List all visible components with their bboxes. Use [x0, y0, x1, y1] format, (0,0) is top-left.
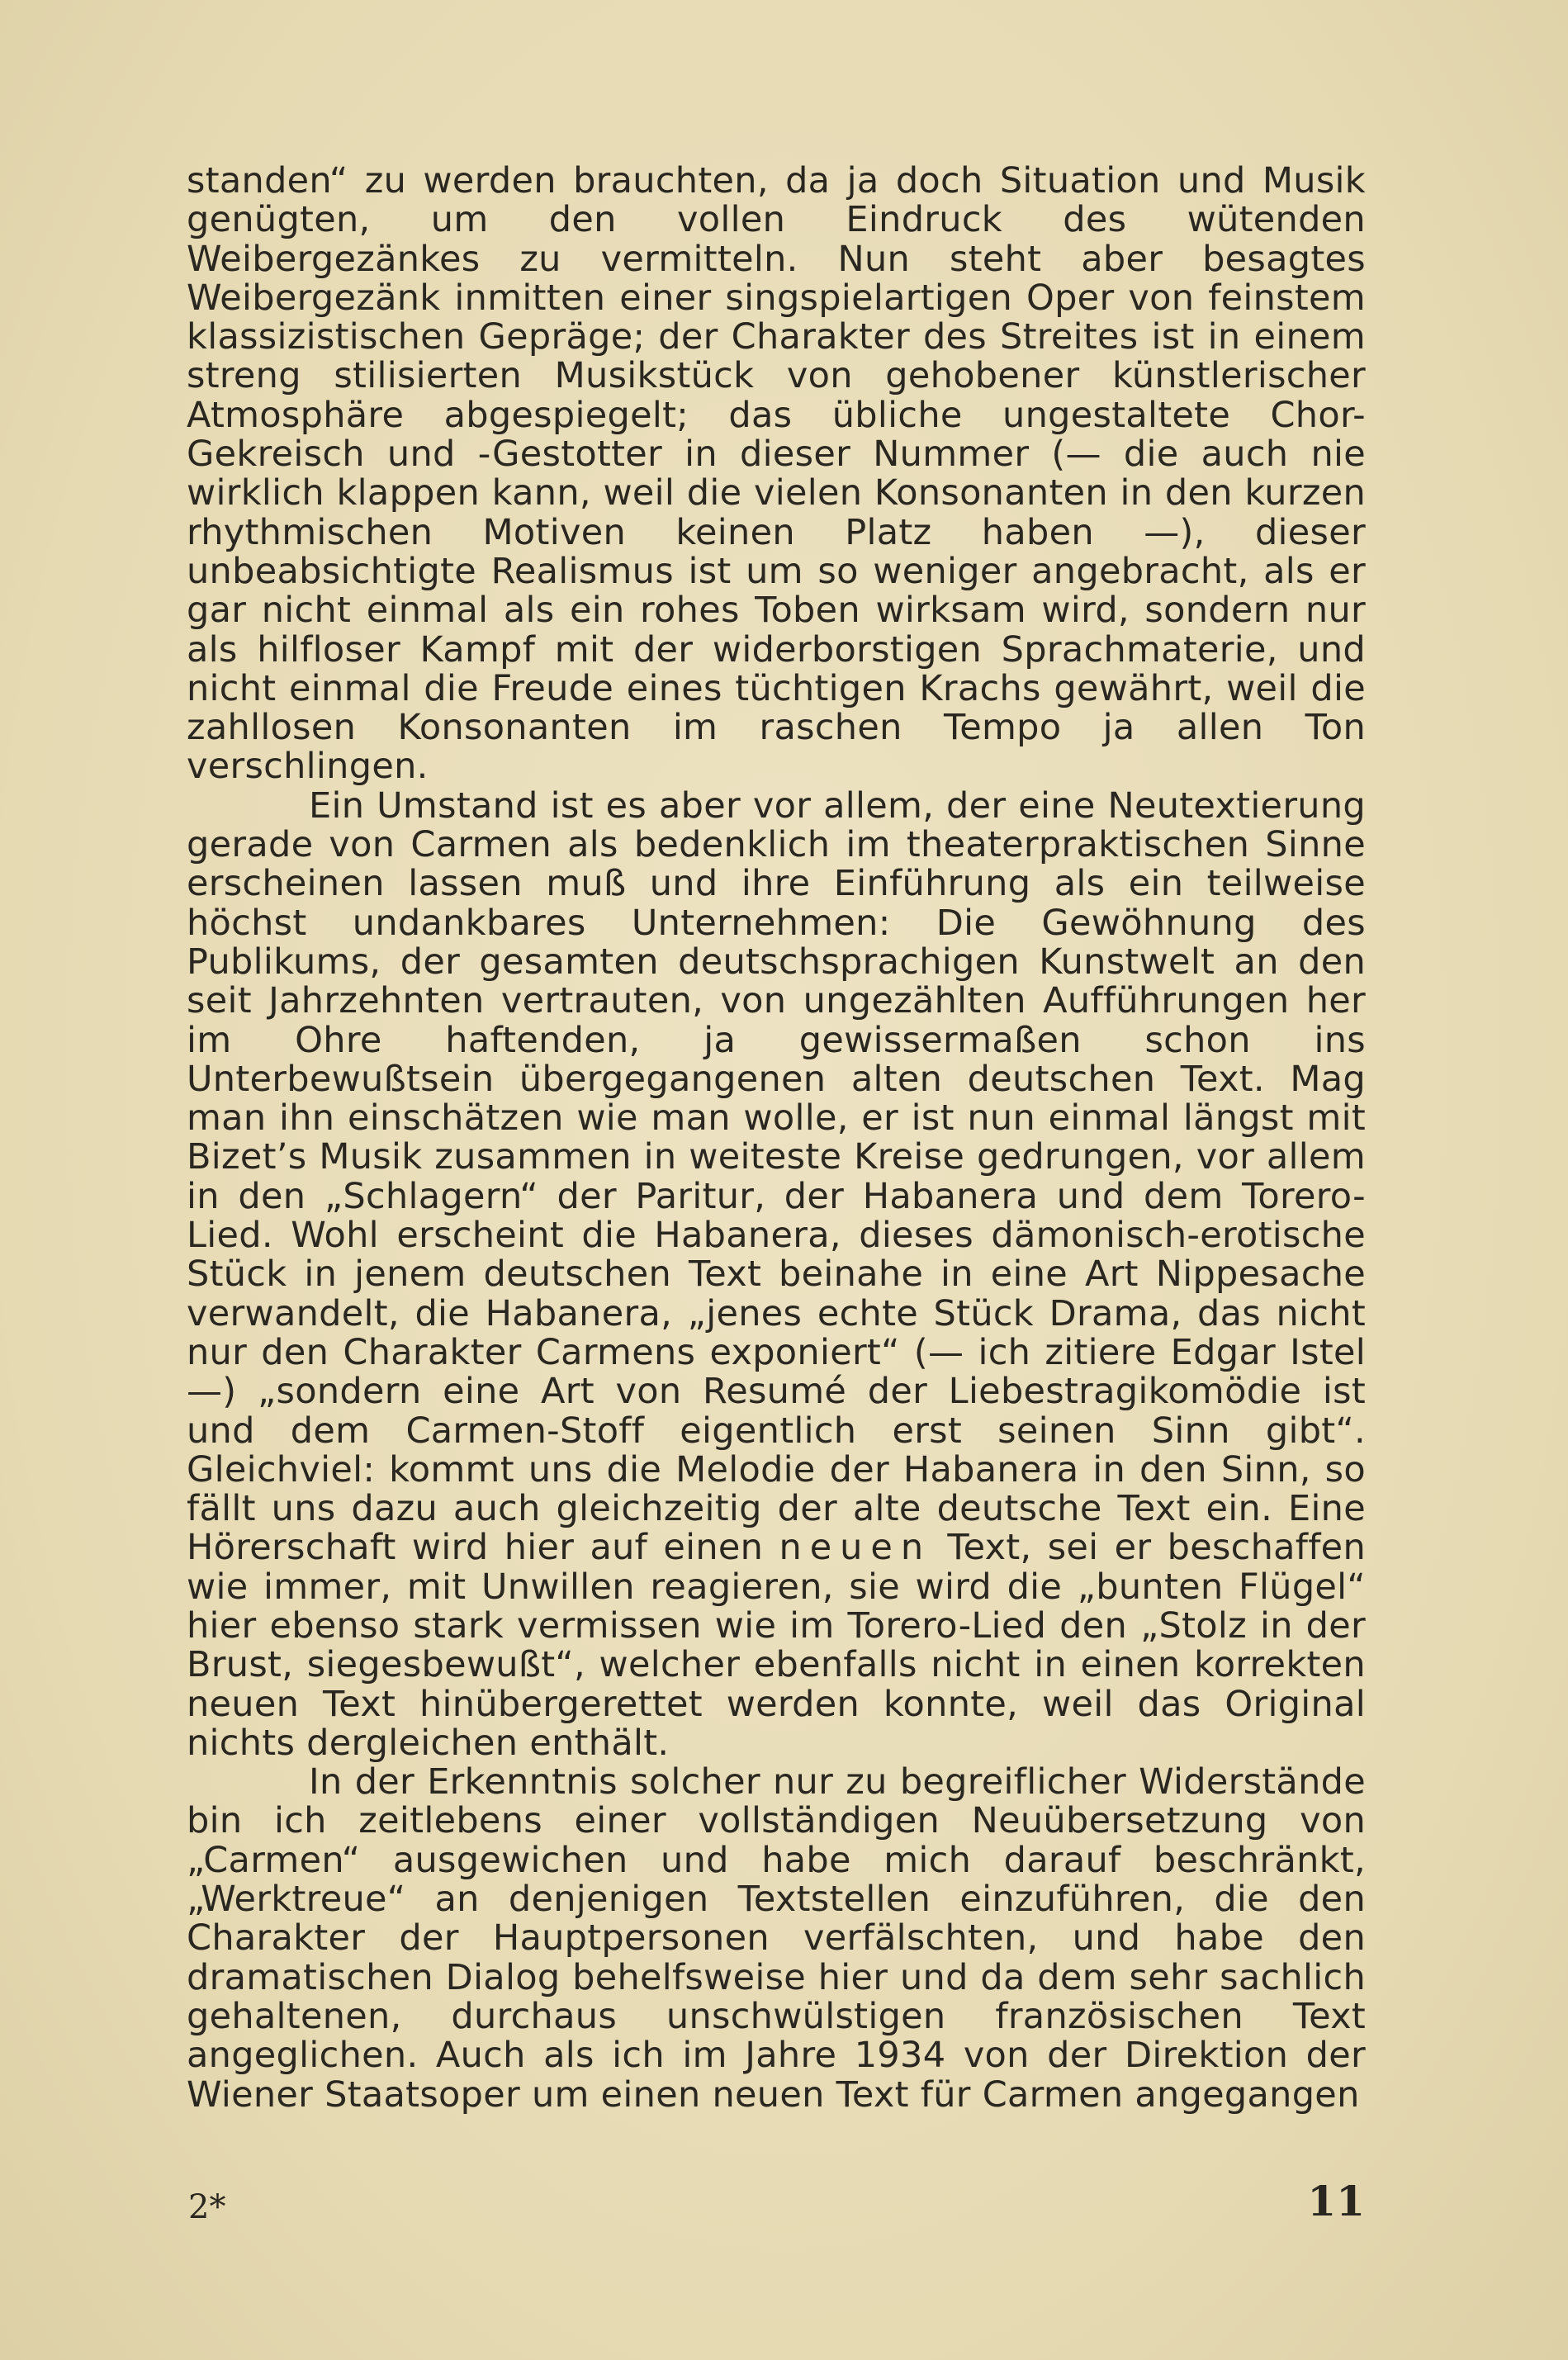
page-number: 11: [1307, 2177, 1365, 2225]
spaced-emphasis-word: neuen: [779, 1527, 932, 1569]
paragraph-2-text-after: Text, sei er beschaffen wie immer, mit Unwillen reagieren, sie wird die „bunten Flügel“ hier ebenso stark vermissen wie im Torero-Lied den „Stolz in der Brust, siegesbewußt“, welcher ebenfalls nicht in einen korrekten neuen Text hinübergerettet werden konnte, weil das Original nichts dergleichen enthält.: [187, 1527, 1366, 1764]
paragraph-3: In der Erkenntnis solcher nur zu begreiflicher Widerstände bin ich zeitlebens einer vollständigen Neuübersetzung von „Carmen“ ausgewichen und habe mich darauf beschränkt, „Werktreue“ an denjenigen Textstellen einzuführen, die den Charakter der Hauptpersonen verfälschten, und habe den dramatischen Dialog behelfsweise hier und da dem sehr sachlich gehaltenen, durchaus unschwülstigen französischen Text angeglichen. Auch als ich im Jahre 1934 von der Direktion der Wiener Staatsoper um einen neuen Text für Carmen angegangen: [187, 1761, 1366, 2116]
body-text: [187, 162, 1366, 2115]
paragraph-2: [187, 784, 1366, 1764]
paragraph-1: standen“ zu werden brauchten, da ja doch Situation und Musik genügten, um den vollen Eindruck des wütenden Weibergezänkes zu vermitteln. Nun steht aber besagtes Weibergezänk inmitten einer singspielartigen Oper von feinstem klassizistischen Gepräge; der Charakter des Streites ist in einem streng stilisierten Musikstück von gehobener künstlerischer Atmosphäre abgespiegelt; das übliche ungestaltete Chor-Gekreisch und -Gestotter in dieser Nummer (— die auch nie wirklich klappen kann, weil die vielen Konsonanten in den kurzen rhythmischen Motiven keinen Platz haben —), dieser unbeabsichtigte Realismus ist um so weniger angebracht, als er gar nicht einmal als ein rohes Toben wirksam wird, sondern nur als hilfloser Kampf mit der widerborstigen Sprachmaterie, und nicht einmal die Freude eines tüchtigen Krachs gewährt, weil die zahllosen Konsonanten im raschen Tempo ja allen Ton verschlingen.: [187, 160, 1366, 788]
paragraph-2-text-before: Ein Umstand ist es aber vor allem, der eine Neutextierung gerade von Carmen als bedenklich im theaterpraktischen Sinne erscheinen lassen muß und ihre Einführung als ein teilweise höchst undankbares Unternehmen: Die Gewöhnung des Publikums, der gesamten deutschsprachigen Kunstwelt an den seit Jahrzehnten vertrauten, von ungezählten Aufführungen her im Ohre haftenden, ja gewissermaßen schon ins Unterbewußtsein übergegangenen alten deutschen Text. Mag man ihn einschätzen wie man wolle, er ist nun einmal längst mit Bizet’s Musik zusammen in weiteste Kreise gedrungen, vor allem in den „Schlagern“ der Paritur, der Habanera und dem Torero-Lied. Wohl erscheint die Habanera, dieses dämonisch-erotische Stück in jenem deutschen Text beinahe in eine Art Nippesache verwandelt, die Habanera, „jenes echte Stück Drama, das nicht nur den Charakter Carmens exponiert“ (— ich zitiere Edgar Istel —) „sondern eine Art von Resumé der Liebestragikomödie ist und dem Carmen-Stoff eigentlich erst seinen Sinn gibt“. Gleichviel: kommt uns die Melodie der Habanera in den Sinn, so fällt uns dazu auch gleichzeitig der alte deutsche Text ein. Eine Hörerschaft wird hier auf einen: [187, 784, 1366, 1569]
signature-mark: 2*: [188, 2188, 226, 2226]
